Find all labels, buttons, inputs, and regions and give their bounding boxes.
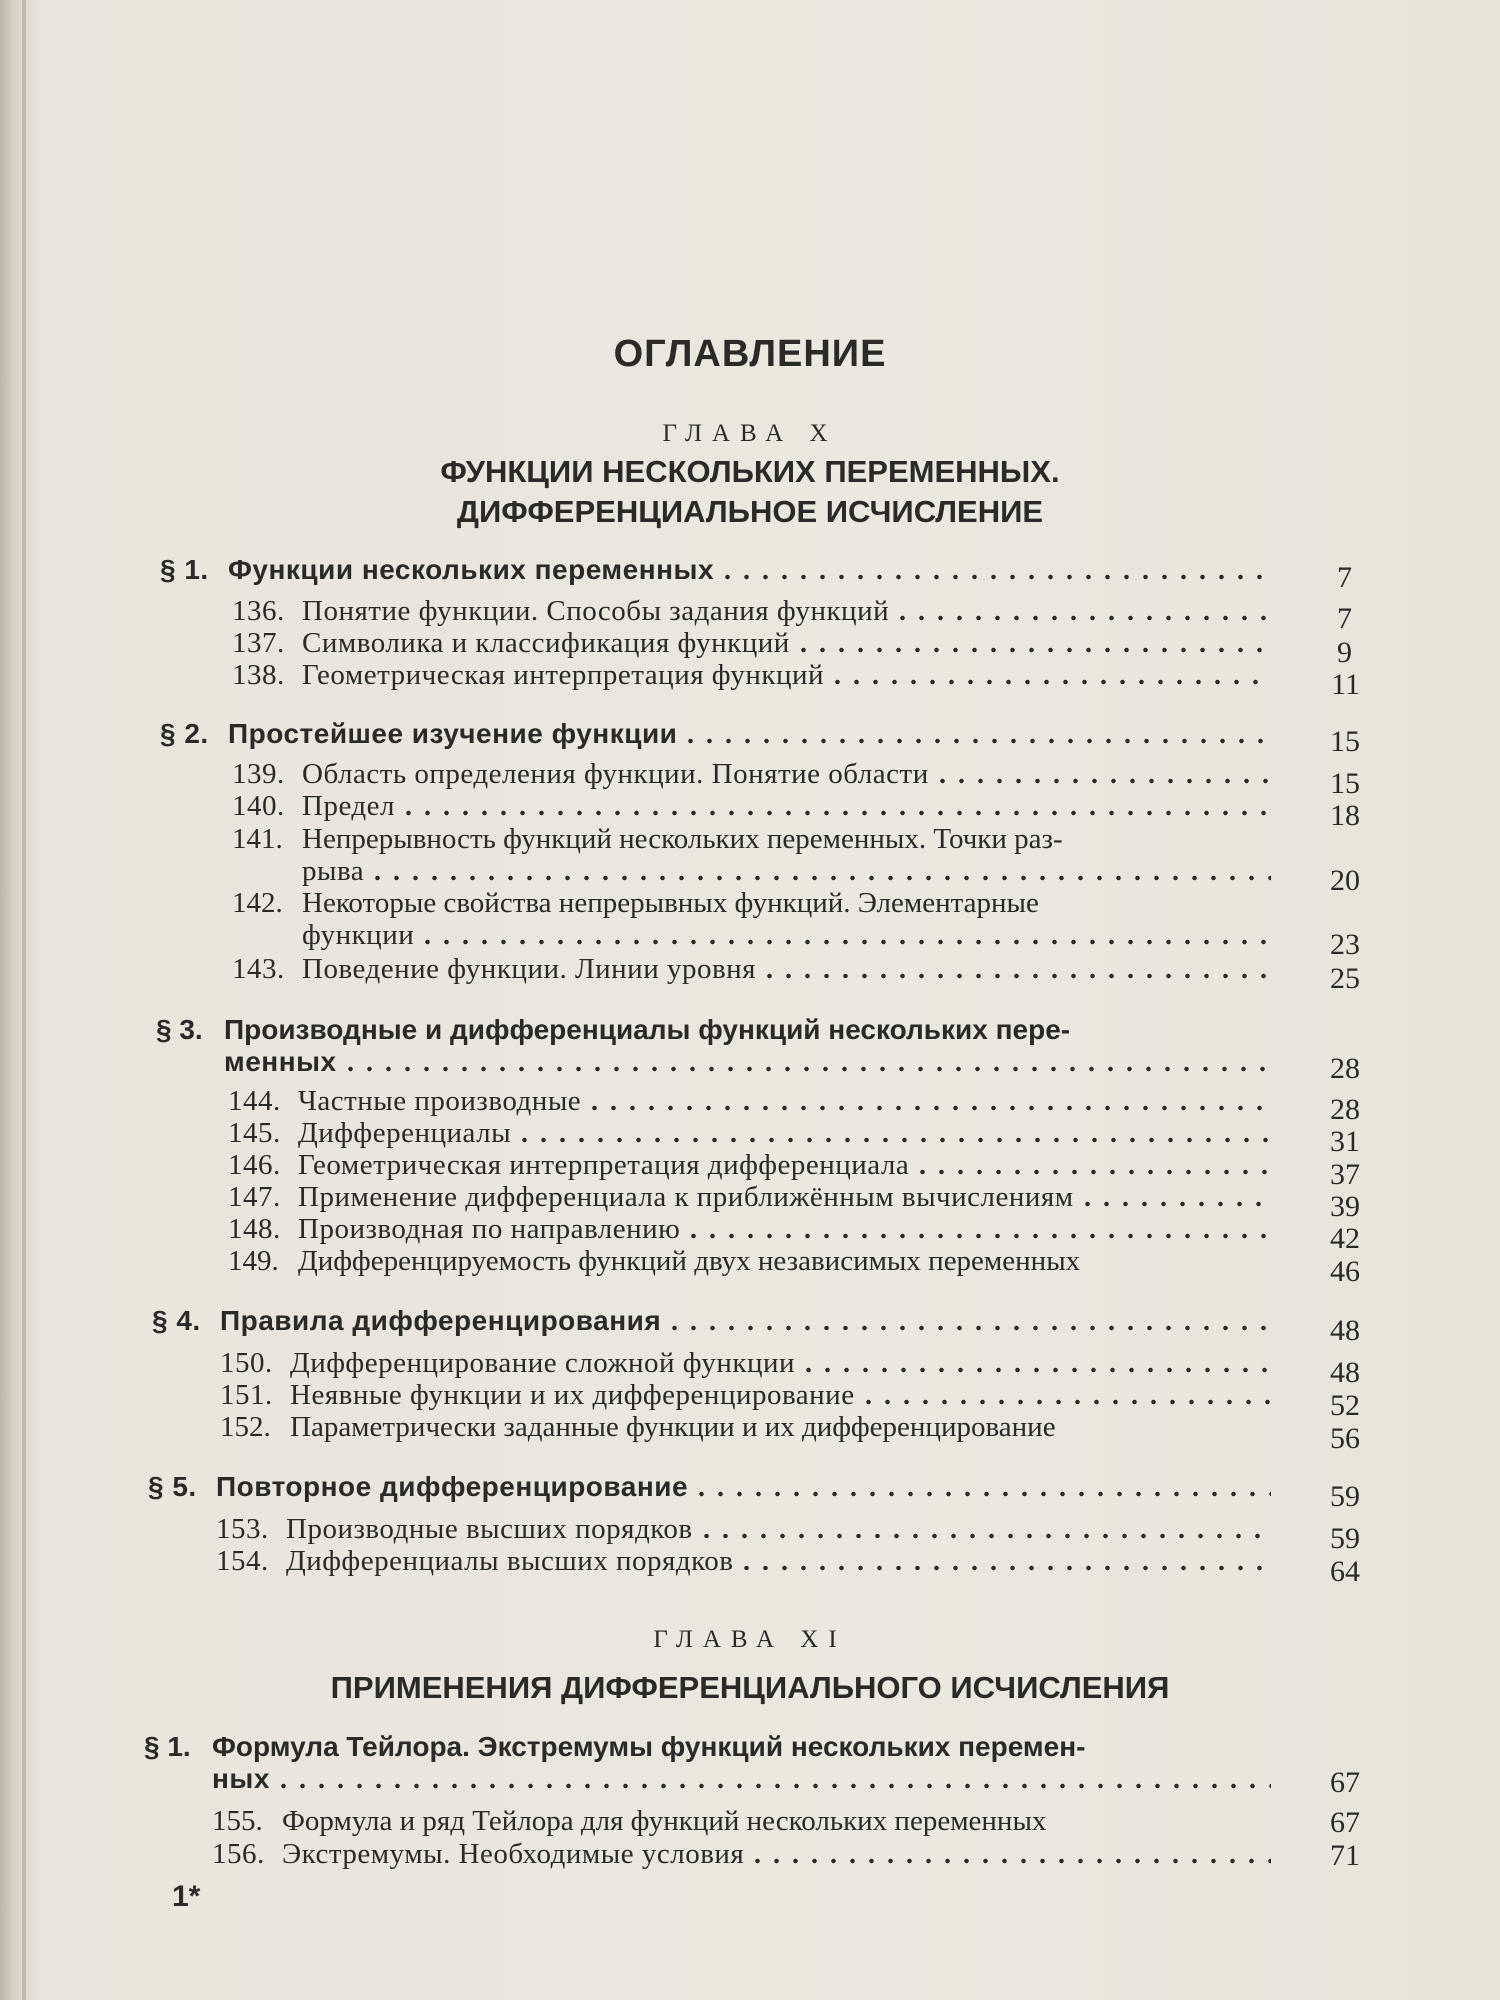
section-title: Повторное дифференцирование — [216, 1471, 689, 1502]
section-title: Формула Тейлора. Экстремумы функций нескольких перемен- — [212, 1731, 1086, 1762]
section-title-continued: менных — [224, 1046, 337, 1077]
item-number: 150. — [220, 1347, 273, 1379]
item-title: Непрерывность функций нескольких переменных. Точки раз- — [302, 823, 1063, 855]
item-title-continued: рыва — [302, 855, 365, 887]
item-label — [220, 1347, 795, 1379]
chapter-10-title-line: ФУНКЦИИ НЕСКОЛЬКИХ ПЕРЕМЕННЫХ. — [440, 454, 1060, 489]
item-number: 153. — [216, 1513, 269, 1545]
toc-item-continuation[interactable] — [302, 855, 1275, 887]
section-row-line[interactable] — [156, 1014, 1275, 1046]
item-number: 138. — [232, 659, 285, 691]
item-title: Некоторые свойства непрерывных функций. Элементарные — [302, 887, 1039, 919]
item-title: Формула и ряд Тейлора для функций нескольких переменных — [282, 1805, 1047, 1837]
chapter-10-title-line: ДИФФЕРЕНЦИАЛЬНОЕ ИСЧИСЛЕНИЕ — [456, 494, 1044, 529]
section-label — [160, 554, 714, 586]
item-title: Неявные функции и их дифференцирование — [290, 1379, 855, 1411]
item-title: Производная по направлению — [298, 1213, 681, 1245]
page-number: 42 — [1330, 1222, 1360, 1255]
dot-leader — [274, 1783, 1271, 1789]
dot-leader — [1078, 1201, 1271, 1207]
section-row-line[interactable] — [144, 1731, 1275, 1763]
item-title: Производные высших порядков — [286, 1513, 693, 1545]
item-label — [228, 1149, 909, 1181]
toc-item[interactable] — [228, 1117, 1275, 1149]
item-label — [228, 1085, 581, 1117]
item-label — [232, 659, 824, 691]
section-row[interactable] — [160, 554, 1275, 586]
toc-item[interactable] — [228, 1085, 1275, 1117]
section-number: § 1. — [144, 1731, 191, 1762]
item-label — [228, 1181, 1074, 1213]
item-number: 137. — [232, 627, 285, 659]
item-title: Дифференцирование сложной функции — [290, 1347, 796, 1379]
page-number: 25 — [1330, 962, 1360, 995]
item-number: 156. — [212, 1838, 265, 1870]
page-number: 23 — [1330, 928, 1360, 961]
section-number: § 3. — [156, 1014, 203, 1045]
toc-item[interactable] — [232, 659, 1275, 691]
page-number: 52 — [1330, 1389, 1360, 1422]
page-number: 39 — [1330, 1190, 1360, 1223]
item-number: 155. — [212, 1805, 263, 1837]
section-label — [156, 1014, 1070, 1045]
item-number: 145. — [228, 1117, 281, 1149]
section-title-continued: ных — [212, 1763, 270, 1794]
section-row-continuation[interactable] — [224, 1046, 1275, 1078]
page-number: 59 — [1330, 1522, 1360, 1555]
page-number: 7 — [1337, 561, 1352, 594]
item-number: 148. — [228, 1213, 281, 1245]
toc-item-line[interactable] — [232, 823, 1275, 855]
page-number: 59 — [1330, 1480, 1360, 1513]
toc-item[interactable] — [232, 595, 1275, 627]
dot-leader — [913, 1169, 1271, 1175]
toc-item[interactable] — [212, 1805, 1275, 1837]
toc-item[interactable] — [232, 758, 1275, 790]
page-number: 48 — [1330, 1356, 1360, 1389]
page-number: 67 — [1330, 1766, 1360, 1799]
dot-leader — [718, 574, 1271, 580]
section-label — [144, 1731, 1085, 1762]
item-title: Дифференциалы — [298, 1117, 512, 1149]
dot-leader — [341, 1066, 1271, 1072]
toc-item-continuation[interactable] — [302, 919, 1275, 951]
toc-item[interactable] — [216, 1545, 1275, 1577]
dot-leader — [399, 810, 1271, 816]
page-number: 15 — [1330, 767, 1360, 800]
section-title: Простейшее изучение функции — [228, 718, 678, 749]
dot-leader — [828, 679, 1271, 685]
item-number: 154. — [216, 1545, 269, 1577]
section-row[interactable] — [160, 718, 1275, 750]
toc-item[interactable] — [228, 1245, 1275, 1277]
item-label — [212, 1805, 1046, 1837]
section-label — [148, 1471, 688, 1503]
toc-item[interactable] — [232, 953, 1275, 985]
page-number: 15 — [1330, 725, 1360, 758]
section-number: § 5. — [148, 1471, 197, 1502]
item-title: Применение дифференциала к приближённым вычислениям — [298, 1181, 1074, 1213]
item-label — [216, 1513, 693, 1545]
chapter-10-label: ГЛАВА Х — [662, 420, 838, 447]
dot-leader — [418, 939, 1271, 945]
item-title: Символика и классификация функций — [302, 627, 790, 659]
toc-item[interactable] — [216, 1513, 1275, 1545]
page-number: 48 — [1330, 1314, 1360, 1347]
chapter-10-title — [0, 452, 1500, 532]
dot-leader — [665, 1325, 1271, 1331]
dot-leader — [893, 615, 1271, 621]
dot-leader — [684, 1233, 1271, 1239]
item-title: Экстремумы. Необходимые условия — [282, 1838, 745, 1870]
page-number: 20 — [1330, 864, 1360, 897]
item-title: Понятие функции. Способы задания функций — [302, 595, 890, 627]
item-number: 147. — [228, 1181, 281, 1213]
signature-mark: 1* — [172, 1880, 201, 1913]
dot-leader — [697, 1533, 1271, 1539]
item-number: 143. — [232, 953, 285, 985]
toc-item[interactable] — [220, 1379, 1275, 1411]
item-title-continued: функции — [302, 919, 415, 951]
dot-leader — [515, 1137, 1271, 1143]
section-row-continuation[interactable] — [212, 1763, 1275, 1795]
section-label — [152, 1305, 661, 1337]
page-number: 46 — [1330, 1255, 1360, 1288]
dot-leader — [585, 1105, 1271, 1111]
page-number: 28 — [1330, 1093, 1360, 1126]
dot-leader — [368, 875, 1271, 881]
item-label — [232, 627, 790, 659]
chapter-11-title-line: ПРИМЕНЕНИЯ ДИФФЕРЕНЦИАЛЬНОГО ИСЧИСЛЕНИЯ — [330, 1670, 1170, 1705]
chapter-11-label: ГЛАВА XI — [653, 1626, 847, 1653]
item-title: Область определения функции. Понятие области — [302, 758, 929, 790]
dot-leader — [760, 973, 1271, 979]
page-number: 9 — [1337, 636, 1352, 669]
item-label — [220, 1411, 1056, 1443]
item-title: Частные производные — [298, 1085, 582, 1117]
item-label — [212, 1838, 744, 1870]
dot-leader — [681, 738, 1271, 744]
chapter-11-title — [0, 1668, 1500, 1708]
section-number: § 1. — [160, 554, 209, 585]
toc-item-line[interactable] — [232, 887, 1275, 919]
item-number: 139. — [232, 758, 285, 790]
item-number: 151. — [220, 1379, 273, 1411]
toc-item[interactable] — [228, 1181, 1275, 1213]
dot-leader — [859, 1399, 1271, 1405]
page-number: 67 — [1330, 1806, 1360, 1839]
dot-leader — [737, 1565, 1271, 1571]
item-number: 144. — [228, 1085, 281, 1117]
section-number: § 4. — [152, 1305, 201, 1336]
dot-leader — [692, 1491, 1271, 1497]
item-label — [232, 758, 929, 790]
section-row[interactable] — [148, 1471, 1275, 1503]
item-label — [228, 1117, 511, 1149]
item-number: 136. — [232, 595, 285, 627]
item-title: Предел — [302, 790, 396, 822]
item-label — [228, 1213, 680, 1245]
page-number: 71 — [1330, 1839, 1360, 1872]
section-title: Производные и дифференциалы функций нескольких пере- — [224, 1014, 1071, 1045]
page-number: 31 — [1330, 1125, 1360, 1158]
item-label — [232, 595, 889, 627]
dot-leader — [799, 1367, 1271, 1373]
dot-leader — [933, 778, 1271, 784]
item-label — [232, 887, 1039, 919]
item-title: Дифференцируемость функций двух независимых переменных — [298, 1245, 1081, 1277]
item-title: Параметрически заданные функции и их дифференцирование — [290, 1411, 1056, 1443]
page-number: 18 — [1330, 799, 1360, 832]
toc-item[interactable] — [220, 1411, 1275, 1443]
item-label — [228, 1245, 1080, 1277]
page-number: 28 — [1330, 1052, 1360, 1085]
item-number: 146. — [228, 1149, 281, 1181]
page-number: 7 — [1337, 602, 1352, 635]
toc-item[interactable] — [232, 790, 1275, 822]
item-number: 140. — [232, 790, 285, 822]
item-title: Геометрическая интерпретация функций — [302, 659, 825, 691]
section-title: Функции нескольких переменных — [228, 554, 715, 585]
item-label — [216, 1545, 733, 1577]
page-number: 64 — [1330, 1555, 1360, 1588]
item-label — [232, 790, 395, 822]
item-label — [232, 953, 756, 985]
section-number: § 2. — [160, 718, 209, 749]
toc-item[interactable] — [228, 1213, 1275, 1245]
section-label — [160, 718, 677, 750]
item-title: Дифференциалы высших порядков — [286, 1545, 734, 1577]
toc-item[interactable] — [228, 1149, 1275, 1181]
item-number: 152. — [220, 1411, 271, 1443]
item-number: 149. — [228, 1245, 279, 1277]
page-number: 37 — [1330, 1158, 1360, 1191]
item-label — [232, 823, 1063, 855]
dot-leader — [794, 647, 1271, 653]
toc-item[interactable] — [212, 1838, 1275, 1870]
item-number: 141. — [232, 823, 283, 855]
section-title: Правила дифференцирования — [220, 1305, 662, 1336]
dot-leader — [748, 1858, 1271, 1864]
item-label — [220, 1379, 855, 1411]
toc-item[interactable] — [232, 627, 1275, 659]
page-number: 11 — [1331, 668, 1360, 701]
item-title: Поведение функции. Линии уровня — [302, 953, 757, 985]
item-title: Геометрическая интерпретация дифференциала — [298, 1149, 910, 1181]
toc-title: ОГЛАВЛЕНИЕ — [613, 333, 887, 375]
toc-item[interactable] — [220, 1347, 1275, 1379]
page-number: 56 — [1330, 1422, 1360, 1455]
section-row[interactable] — [152, 1305, 1275, 1337]
item-number: 142. — [232, 887, 283, 919]
